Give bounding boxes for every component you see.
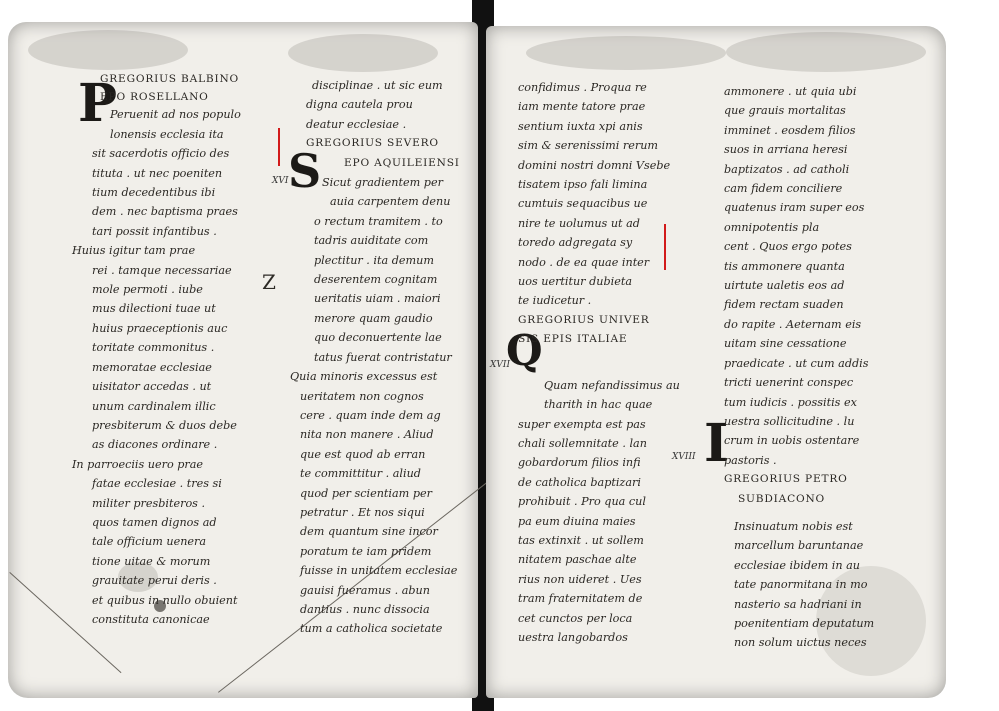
text-line: uestra langobardos — [518, 630, 628, 644]
text-line: cent . Quos ergo potes — [724, 240, 852, 254]
text-line: tum iudicis . possitis ex — [724, 395, 857, 409]
text-line: tricti uenerint conspec — [724, 376, 854, 390]
text-line: memoratae ecclesiae — [92, 360, 212, 374]
text-line: domini nostri domni Vsebe — [518, 158, 671, 172]
text-line: deatur ecclesiae . — [306, 117, 407, 131]
text-line: tas extinxit . ut sollem — [518, 533, 644, 547]
text-line: SUBDIACONO — [738, 492, 826, 505]
text-line: marcellum baruntanae — [734, 539, 864, 553]
text-line: tituta . ut nec poeniten — [92, 166, 223, 180]
text-line: EPO ROSELLANO — [100, 91, 209, 104]
text-line: praedicate . ut cum addis — [724, 356, 869, 370]
text-line — [518, 350, 678, 376]
text-line: ecclesiae ibidem in au — [734, 558, 860, 572]
text-line: Sicut gradientem per — [322, 176, 443, 190]
text-line: cet cunctos per loca — [518, 611, 633, 625]
text-line: dantius . nunc dissocia — [300, 602, 430, 616]
text-line: iam mente tatore prae — [518, 100, 646, 114]
text-line: suos in arriana heresi — [724, 143, 848, 157]
text-line: uitam sine cessatione — [724, 337, 847, 351]
text-line: fuisse in unitatem ecclesiae — [300, 564, 458, 578]
text-line: toritate commonitus . — [92, 341, 215, 355]
text-line: presbiterum & duos debe — [92, 418, 237, 432]
text-line: super exempta est pas — [518, 417, 646, 431]
text-line: plectitur . ita demum — [314, 253, 434, 267]
text-line: crum in uobis ostentare — [724, 434, 860, 448]
text-line: tum a catholica societate — [300, 622, 443, 636]
text-line: rei . tamque necessariae — [92, 263, 232, 277]
text-line: tharith in hac quae — [544, 398, 653, 412]
text-line: Peruenit ad nos populo — [110, 108, 241, 122]
initial-p: P — [78, 73, 118, 134]
text-line: auia carpentem denu — [330, 195, 451, 209]
text-line: petratur . Et nos siqui — [300, 505, 425, 519]
text-line: as diacones ordinare . — [92, 438, 218, 452]
stain — [726, 32, 926, 72]
text-line: unum cardinalem illic — [92, 399, 216, 413]
text-line: tisatem ipso fali limina — [518, 178, 648, 192]
right-column-1 — [518, 78, 678, 647]
text-line: deserentem cognitam — [314, 273, 438, 287]
text-line: quo deconuertente lae — [314, 331, 442, 345]
text-line: ueritatem non cognos — [300, 389, 424, 403]
text-line: nire te uolumus ut ad — [518, 216, 640, 230]
text-line: Huius igitur tam prae — [72, 244, 196, 258]
text-line: constituta canonicae — [92, 612, 210, 626]
chapter-numeral: XVII — [490, 360, 511, 370]
text-line: quod per scientiam per — [300, 486, 432, 500]
text-line: cumtuis sequacibus ue — [518, 197, 648, 211]
text-line: non solum uictus neces — [734, 636, 867, 650]
text-line: imminet . eosdem filios — [724, 123, 856, 137]
text-line: te committitur . aliud — [300, 467, 421, 481]
text-line: ueritatis uiam . maiori — [314, 292, 441, 306]
stain — [526, 36, 726, 70]
text-line: uirtute ualetis eos ad — [724, 279, 845, 293]
text-line: confidimus . Proqua re — [518, 81, 647, 94]
text-line: militer presbiteros . — [92, 496, 206, 510]
text-line: tis ammonere quanta — [724, 259, 845, 273]
text-line: GREGORIUS BALBINO — [100, 73, 240, 85]
text-line: lonensis ecclesia ita — [110, 127, 224, 141]
text-line: o rectum tramitem . to — [314, 214, 443, 228]
text-line: tale officium uenera — [92, 535, 207, 549]
text-line: EPO AQUILEIENSI — [344, 156, 460, 169]
text-line: tadris auiditate com — [314, 234, 429, 248]
text-line: nodo . de ea quae inter — [518, 255, 650, 269]
text-line: nita non manere . Aliud — [300, 428, 434, 442]
text-line: GREGORIUS UNIVER — [518, 313, 650, 326]
text-line: tari possit infantibus . — [92, 224, 217, 238]
chapter-numeral: XVI — [272, 176, 289, 186]
text-line: Quam nefandissimus au — [544, 378, 680, 392]
text-line: merore quam gaudio — [314, 311, 433, 325]
text-line: huius praeceptionis auc — [92, 321, 228, 335]
text-line: tate panormitana in mo — [734, 578, 868, 592]
text-line: SIS EPIS ITALIAE — [518, 333, 628, 346]
red-margin-mark — [278, 128, 280, 166]
text-line: nasterio sa hadriani in — [734, 597, 862, 611]
text-line: GREGORIUS SEVERO — [306, 137, 439, 150]
text-line: do rapite . Aeternam eis — [724, 317, 862, 331]
text-line — [724, 509, 894, 517]
text-line: cere . quam inde dem ag — [300, 408, 441, 422]
text-line: toredo adgregata sy — [518, 236, 633, 250]
text-line: tione uitae & morum — [92, 554, 211, 568]
text-line: mole permoti . iube — [92, 283, 203, 297]
text-line: gobardorum filios infi — [518, 456, 641, 470]
text-line: sit sacerdotis officio des — [92, 147, 230, 161]
text-line: et quibus in nullo obuient — [92, 593, 238, 607]
text-line: rius non uideret . Ues — [518, 572, 642, 586]
text-line: prohibuit . Pro qua cul — [518, 495, 646, 509]
text-line: uisitator accedas . ut — [92, 380, 212, 394]
text-line: Insinuatum nobis est — [734, 519, 853, 533]
text-line: grauitate perui deris . — [92, 574, 217, 588]
margin-glyph: Z — [262, 270, 276, 294]
text-line: uos uertitur dubieta — [518, 275, 632, 289]
text-line: que est quod ab erran — [300, 447, 426, 461]
text-line: fidem rectam suaden — [724, 298, 844, 312]
stain — [28, 30, 188, 70]
text-line: digna cautela prou — [306, 98, 413, 112]
text-line: poenitentiam deputatum — [734, 616, 875, 630]
left-column-1 — [72, 70, 270, 629]
text-line: dem quantum sine incor — [300, 525, 438, 539]
text-line: mus dilectioni tuae ut — [92, 302, 216, 316]
text-line: te iudicetur . — [518, 294, 592, 308]
text-line: omnipotentis pla — [724, 220, 820, 234]
text-line: Quia minoris excessus est — [290, 370, 438, 384]
text-line: uestra sollicitudine . lu — [724, 414, 855, 428]
text-line: quatenus iram super eos — [724, 201, 865, 215]
text-line: nitatem paschae alte — [518, 553, 637, 567]
text-line: de catholica baptizari — [518, 475, 641, 489]
initial-i: I — [704, 413, 729, 474]
text-line: fatae ecclesiae . tres si — [92, 477, 222, 491]
text-line: tium decedentibus ibi — [92, 186, 216, 200]
initial-q: Q — [506, 326, 543, 375]
text-line: disciplinae . ut sic eum — [312, 79, 443, 92]
text-line: pastoris . — [724, 453, 777, 467]
text-line: tram fraternitatem de — [518, 592, 643, 606]
text-line: pa eum diuina maies — [518, 514, 636, 528]
text-line: quos tamen dignos ad — [92, 515, 217, 529]
right-column-2 — [724, 82, 894, 653]
stain — [288, 34, 438, 72]
text-line: baptizatos . ad catholi — [724, 162, 850, 176]
text-line: sentium iuxta xpi anis — [518, 119, 643, 133]
text-line: tatus fuerat contristatur — [314, 350, 452, 364]
text-line: gauisi fueramus . abun — [300, 583, 430, 597]
initial-s: S — [288, 144, 322, 198]
text-line: GREGORIUS PETRO — [724, 473, 848, 486]
left-column-2 — [290, 76, 470, 639]
text-line: poratum te iam pridem — [300, 544, 432, 558]
text-line: sim & serenissimi rerum — [518, 139, 659, 153]
text-line: que grauis mortalitas — [724, 104, 846, 118]
text-line: chali sollemnitate . lan — [518, 436, 647, 450]
text-line: ammonere . ut quia ubi — [724, 85, 857, 98]
text-line: dem . nec baptisma praes — [92, 205, 238, 219]
text-line: cam fidem conciliere — [724, 182, 843, 196]
text-line: In parroeciis uero prae — [72, 457, 204, 471]
chapter-numeral: XVIII — [672, 452, 696, 462]
